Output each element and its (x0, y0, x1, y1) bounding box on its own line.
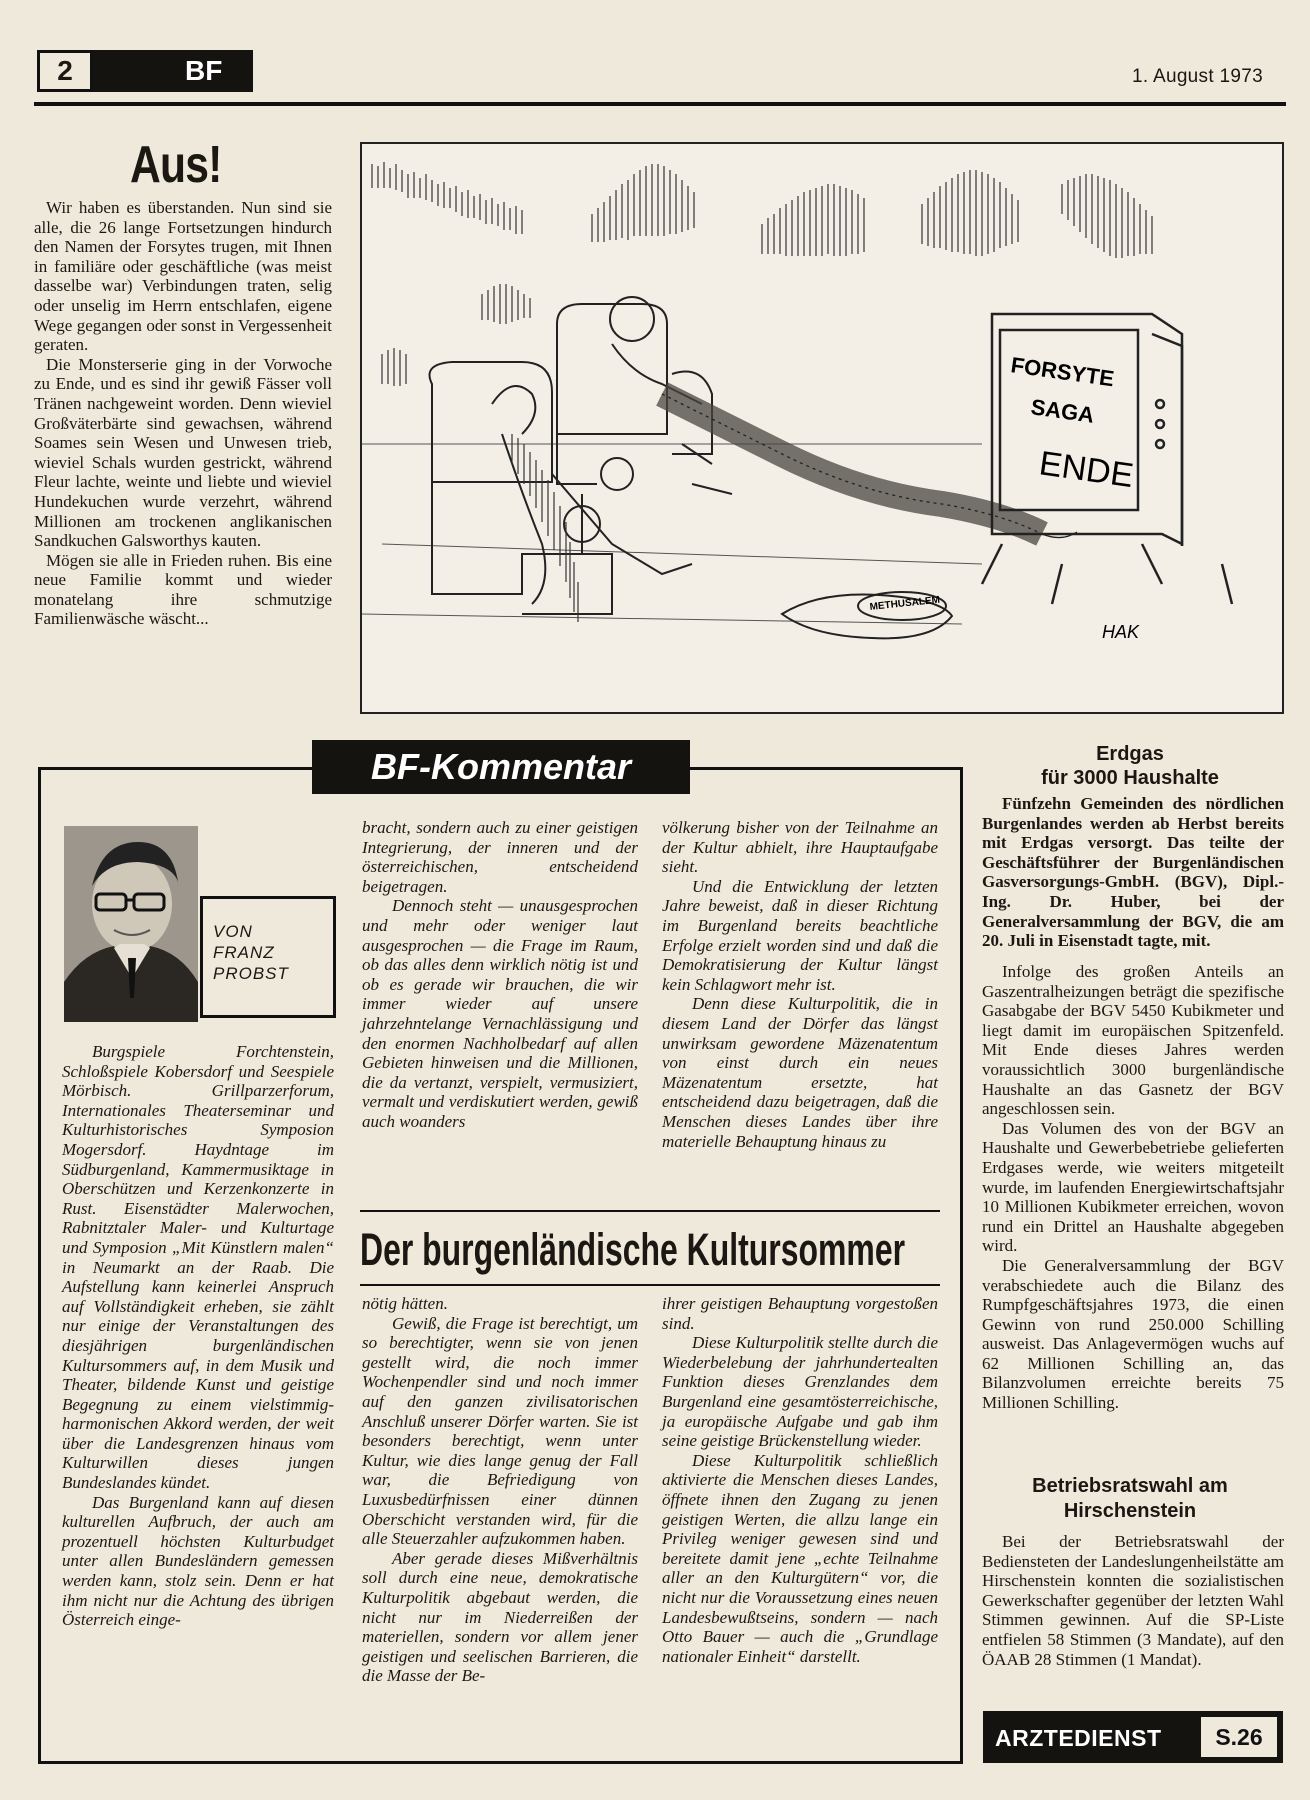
kommentar-col1-paragraph-2: Das Burgenland kann auf diesen kulturellen Aufbruch, der auch am prozentuell höchsten Kulturbudget unter allen Bundesländern gemessen werden kann, stolz sein. Denn er hat ihm nicht nur die Achtung des übrigen Österreich einge- (62, 1492, 334, 1630)
betriebsrat-body (982, 1532, 1284, 1669)
erdgas-paragraph-3: Die Generalversammlung der BGV verabschiedete auch die Bilanz des Rumpfgeschäftsjahres 1973, die einen Gewinn von rund 250.000 Schilling ausweist. Das Anlagevermögen wuchs auf 62 Millionen Schilling an, das Bilanzvolumen erreichte bereits 75 Millionen Schilling. (982, 1255, 1284, 1413)
erdgas-headline-line-2: für 3000 Haushalte (1041, 767, 1219, 789)
arztedienst-page-ref: S.26 (1201, 1717, 1277, 1757)
kommentar-col3b-paragraph-1: ihrer geistigen Behauptung vorgestoßen sind. (662, 1294, 938, 1333)
kommentar-col3-paragraph-2: Und die Entwicklung der letzten Jahre beweist, daß in dieser Richtung im Burgenland bereits beachtliche Erfolge erzielt worden sind und daß die Demokratisierung der Kultur längst kein Schlagwort mehr ist. (662, 876, 938, 994)
kommentar-column-1 (62, 1042, 334, 1630)
paper-name: BF (93, 50, 253, 92)
author-byline (200, 896, 336, 1018)
byline-last-name: PROBST (213, 964, 289, 983)
cartoon-drawing (362, 144, 1282, 712)
kommentar-column-2-top (362, 818, 638, 1132)
byline-von: VON (213, 922, 253, 941)
armchair-grandfather (430, 362, 693, 614)
knitted-scarf (662, 394, 1077, 538)
aus-paragraph-1: Wir haben es überstanden. Nun sind sie alle, die 26 lange Fortsetzungen hindurch den Namen der Forsytes trugen, mit Ihnen in familiäre oder geschäftliche (was meist dasselbe war) Verbindungen traten, selig oder unselig im Herrn entschlafen, eigene Wege gegangen oder sonst in Vergessenheit geraten. (34, 198, 332, 355)
erdgas-lead (982, 794, 1284, 951)
kommentar-col2-paragraph-1: bracht, sondern auch zu einer geistigen Integrierung, der inneren und der österreichischen, entscheidend beigetragen. (362, 818, 638, 896)
kommentar-banner: BF-Kommentar (312, 740, 690, 794)
floor-lines (362, 444, 982, 624)
arztedienst-teaser (983, 1711, 1283, 1763)
page-number: 2 (37, 50, 93, 92)
kommentar-column-3-bottom (662, 1294, 938, 1666)
tv-line-2: SAGA (1029, 394, 1096, 428)
kommentar-col2b-paragraph-2: Gewiß, die Frage ist berechtigt, um so berechtigter, wenn sie von jenen gestellt wird, die noch immer Wochenpendler sind und noch immer auf den ganzen zivilisatorischen Anschluß unserer Dörfer warten. Sie ist besonders berechtigt, wenn unter Kultur, wie dies lange genug der Fall war, die Befriedigung von Luxusbedürfnissen einer dünnen Oberschicht verstanden wird, für die alle Steuerzahler aufzukommen haben. (362, 1313, 638, 1549)
headline-rule-top (360, 1210, 940, 1212)
header-rule (34, 102, 1286, 106)
kommentar-col3-paragraph-3: Denn diese Kulturpolitik, die in diesem Land der Dörfer das längst unwirksam gewordene Mäzenatentum von einst durch ein neues Mäzenatentum ersetzte, hat entscheidend dazu beigetragen, daß die Menschen dieses Landes über ihre materielle Behauptung hinaus zu (662, 994, 938, 1151)
aus-paragraph-3: Mögen sie alle in Frieden ruhen. Bis eine neue Familie kommt und wieder monatelang ihre schmutzige Familienwäsche wäscht... (34, 550, 332, 629)
kommentar-col1-paragraph-1: Burgspiele Forchtenstein, Schloßspiele Kobersdorf und Seespiele Mörbisch. Grillparzerforum, Internationales Theaterseminar und Kulturhistorisches Symposion Mogersdorf. Haydntage im Südburgenland, Kammermusiktage in Oberschützen und Kerzenkonzerte in Rust. Eisenstädter Malerwochen, Rabnitztaler Maler- und Kulturtage und Symposion „Mit Künstlern malen“ in Neumarkt an der Raab. Die Aufstellung kann keinerlei Anspruch auf Vollständigkeit erheben, sie zählt nur einige der Veranstaltungen des diesjährigen burgenländischen Kultursommers auf, in dem Musik und Theater, bildende Kunst und geistige Begegnung zu einem vielstimmig-harmonischen Akkord werden, der weit über die Landesgrenzen hinaus vom Kulturwillen dieses jungen Bundeslandes kündet. (62, 1042, 334, 1493)
dog-bowl-label: METHUSALEM (869, 594, 941, 613)
kommentar-column-3-top (662, 818, 938, 1151)
armchair-grandmother (557, 297, 732, 494)
erdgas-paragraph-1: Infolge des großen Anteils an Gaszentralheizungen beträgt die spezifische Gasabgabe der BGV 5450 Kubikmeter und liegt damit im europäischen Spitzenfeld. Mit Ende dieses Jahres werden voraussichtlich 3000 burgenländische Haushalte an das Gasnetz der BGV angeschlossen sein. (982, 962, 1284, 1119)
kommentar-col3-paragraph-1: völkerung bisher von der Teilnahme an der Kultur abhielt, ihre Hauptaufgabe sieht. (662, 818, 938, 877)
betriebsrat-headline (980, 1474, 1280, 1524)
erdgas-headline-line-1: Erdgas (1096, 743, 1164, 765)
kommentar-column-2-bottom (362, 1294, 638, 1686)
kultursommer-headline: Der burgenländische Kultursommer (360, 1224, 906, 1275)
aus-headline: Aus! (130, 136, 222, 194)
erdgas-headline (980, 742, 1280, 790)
author-photo (64, 826, 198, 1022)
author-portrait (64, 826, 198, 1022)
forsyte-cartoon (360, 142, 1284, 714)
cartoonist-signature: HAK (1102, 622, 1140, 642)
betriebsrat-headline-line-1: Betriebsratswahl am (1032, 1475, 1228, 1497)
erdgas-body (982, 962, 1284, 1413)
aus-article-body (34, 198, 332, 629)
byline-first-name: FRANZ (213, 943, 275, 962)
issue-date: 1. August 1973 (1132, 66, 1263, 87)
kommentar-col2-paragraph-2: Dennoch steht — unausgesprochen und mehr oder weniger laut ausgesprochen — die Frage im Raum, ob das alles denn wirklich nötig ist und ob es gerade wir brauchen, die wir immer wieder auf unsere jahrzehntelange Vernachlässigung und den enormen Nachholbedarf auf allen Gebieten hinweisen und die Millionen, die da vertanzt, verspielt, vermusiziert, vermalt und verdiskutiert werden, gewiß auch woanders (362, 896, 638, 1131)
wall-hatching (372, 162, 1152, 386)
betriebsrat-paragraph: Bei der Betriebsratswahl der Bediensteten der Landeslungenheilstätte am Hirschenstein konnten die sozialistischen Gewerkschafter gegenüber der letzten Wahl Stimmen gewinnen. Auf die SP-Liste entfielen 58 Stimmen (3 Mandate), auf den ÖAAB 28 Stimmen (1 Mandat). (982, 1532, 1284, 1669)
headline-rule-bottom (360, 1284, 940, 1286)
kommentar-col2b-paragraph-3: Aber gerade dieses Mißverhältnis soll durch eine neue, demokratische Kulturpolitik abgebaut werden, die nicht nur im Niederreißen der materiellen, sondern vor allem jener geistigen und seelischen Barrieren, die die Masse der Be- (362, 1548, 638, 1686)
kommentar-col3b-paragraph-3: Diese Kulturpolitik schließlich aktivierte die Menschen dieses Landes, öffnete ihnen den Zugang zu jenen geistigen Werten, die allzu lange ein Privileg weniger gewesen sind und bereitete damit jene „echte Teilnahme aller an den Kulturgütern“ vor, die nicht nur die Voraussetzung eines neuen Landesbewußtseins, sondern — nach Otto Bauer — auch die „Grundlage nationaler Einheit“ darstellt. (662, 1450, 938, 1666)
tv-line-1: FORSYTE (1009, 352, 1116, 392)
erdgas-paragraph-2: Das Volumen des von der BGV an Haushalte und Gewerbebetriebe gelieferten Erdgases werde, wie weiters mitgeteilt wurde, im laufenden Energiewirtschaftsjahr 10 Millionen Kubikmeter erreichen, wovon rund ein Drittel an Haushalte abgegeben wird. (982, 1118, 1284, 1256)
betriebsrat-headline-line-2: Hirschenstein (1063, 1500, 1197, 1522)
erdgas-lead-text: Fünfzehn Gemeinden des nördlichen Burgenlandes werden ab Herbst bereits mit Erdgas versorgt. Das teilte der Geschäftsführer der Burgenländischen Gasversorgungs-GmbH. (BGV), Dipl.-Ing. Dr. Huber, bei der Generalversammlung der BGV, die am 20. Juli in Eisenstadt tagte, mit. (982, 794, 1284, 951)
tv-line-3: ENDE (1036, 444, 1136, 496)
aus-paragraph-2: Die Monsterserie ging in der Vorwoche zu Ende, und es sind ihr gewiß Fässer voll Tränen nachgeweint worden. Denn wieviel Großväterbärte sind gewachsen, während Soames sein Wesen und Unwesen trieb, wieviel Schals wurden gestrickt, während Fleur lachte, weinte und liebte und wieviel Hundekuchen wurde verzehrt, während Millionen am trockenen anglikanischen Sandkuchen Galsworthys kauten. (34, 354, 332, 551)
arztedienst-label: ARZTEDIENST (995, 1725, 1162, 1751)
kommentar-col3b-paragraph-2: Diese Kulturpolitik stellte durch die Wiederbelebung der jahrhundertealten Funktion dieses Grenzlandes dem Burgenland eine gesamtösterreichische, ja europäische Aufgabe und gab ihm seine geistige Brückenstellung wieder. (662, 1333, 938, 1451)
kommentar-col2b-paragraph-1: nötig hätten. (362, 1294, 448, 1313)
